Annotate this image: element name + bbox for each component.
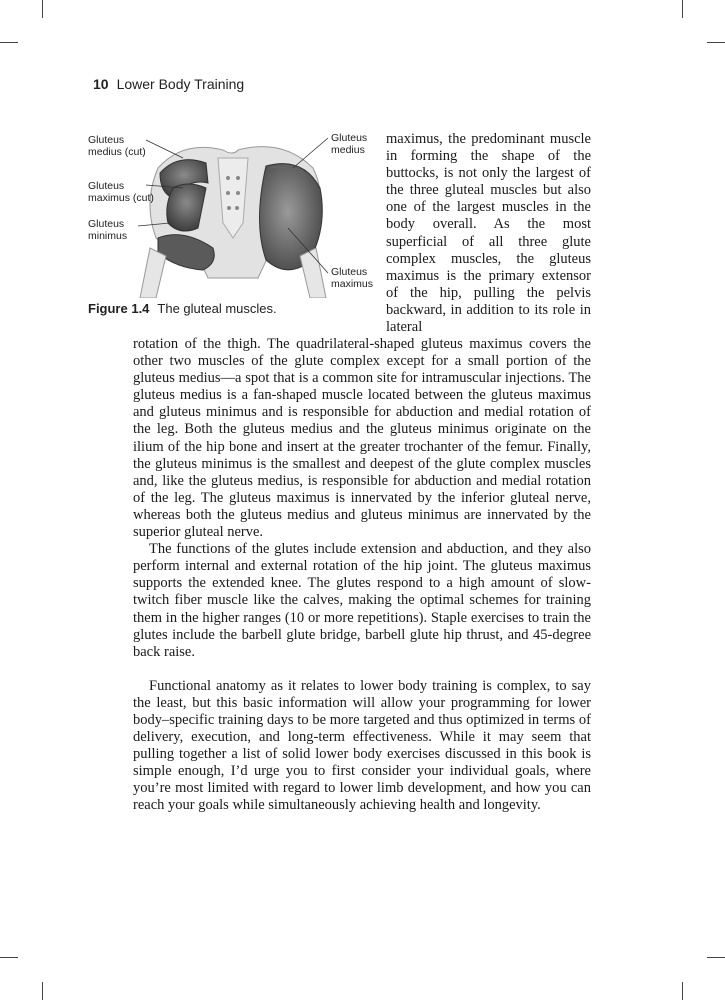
wrap-paragraph: maximus, the predominant muscle in forming the shape of the buttocks, is not only the largest of the three gluteal muscles but also one of the largest muscles in the body overall. As the most superficial of all three glute complex muscles, the gluteus maximus is the primary extensor of the hip, pulling the pelvis backward, in addition to its role in lateral: [386, 131, 591, 336]
label-gluteus-medius-cut: Gluteus medius (cut): [88, 134, 146, 158]
paragraph-1: rotation of the thigh. The quadrilateral-shaped gluteus maximus covers the other two muscles of the glute complex except for a small portion of the gluteus medius—a spot that is a common site for intramuscular injections. The gluteus medius is a fan-shaped muscle located between the gluteus maximus and gluteus minimus and is responsible for abduction and medial rotation of the leg. Both the gluteus medius and the gluteus minimus originate on the ilium of the hip bone and insert at the greater trochanter of the femur. Finally, the gluteus minimus is the smallest and deepest of the glute complex muscles and, like the gluteus medius, is responsible for abduction and medial rotation of the leg. The gluteus maximus is innervated by the inferior gluteal nerve, whereas both the gluteus medius and gluteus minimus are innervated by the superior gluteal nerve.: [133, 336, 591, 541]
label-gluteus-maximus: Gluteus maximus: [331, 266, 374, 290]
crop-mark-right-bottom: [707, 957, 725, 958]
paragraph-3: Functional anatomy as it relates to lower body training is complex, to say the least, but this basic information will allow your programming for lower body–specific training days to be more targeted and thus optimized in terms of delivery, execution, and long-term effectiveness. While it may seem that pulling together a list of solid lower body exercises discussed in this book is simple enough, I’d urge you to first consider your individual goals, where you’re most limited with regard to lower limb development, and how you can reach your goals while simultaneously achieving health and longevity.: [133, 677, 591, 814]
label-gluteus-medius: Gluteus medius: [331, 132, 368, 156]
page-number: 10: [93, 76, 109, 92]
figure-caption: [88, 301, 277, 316]
crop-mark-bottom-right: [682, 982, 683, 1000]
crop-mark-right-top: [707, 42, 725, 43]
gluteal-muscles-figure: [88, 128, 378, 328]
crop-mark-bottom-left: [42, 982, 43, 1000]
figure-number: Figure 1.4: [88, 301, 150, 316]
label-gluteus-minimus: Gluteus minimus: [88, 218, 128, 242]
crop-mark-left-bottom: [0, 957, 18, 958]
label-gluteus-maximus-cut: Gluteus maximus (cut): [88, 180, 154, 204]
crop-mark-top-left: [42, 0, 43, 18]
paragraph-2: The functions of the glutes include extension and abduction, and they also perform internal and external rotation of the hip joint. The gluteus maximus supports the extended knee. The glutes respond to a high amount of slow-twitch fiber muscle like the calves, making the optimal schemes for training them in the higher ranges (10 or more repetitions). Staple exercises to train the glutes include the barbell glute bridge, barbell glute hip thrust, and 45-degree back raise.: [133, 541, 591, 660]
crop-mark-top-right: [682, 0, 683, 18]
running-title: Lower Body Training: [116, 76, 245, 92]
running-head: [93, 76, 244, 92]
crop-mark-left-top: [0, 42, 18, 43]
figure-caption-text: The gluteal muscles.: [157, 301, 277, 316]
body-text: [133, 336, 591, 815]
